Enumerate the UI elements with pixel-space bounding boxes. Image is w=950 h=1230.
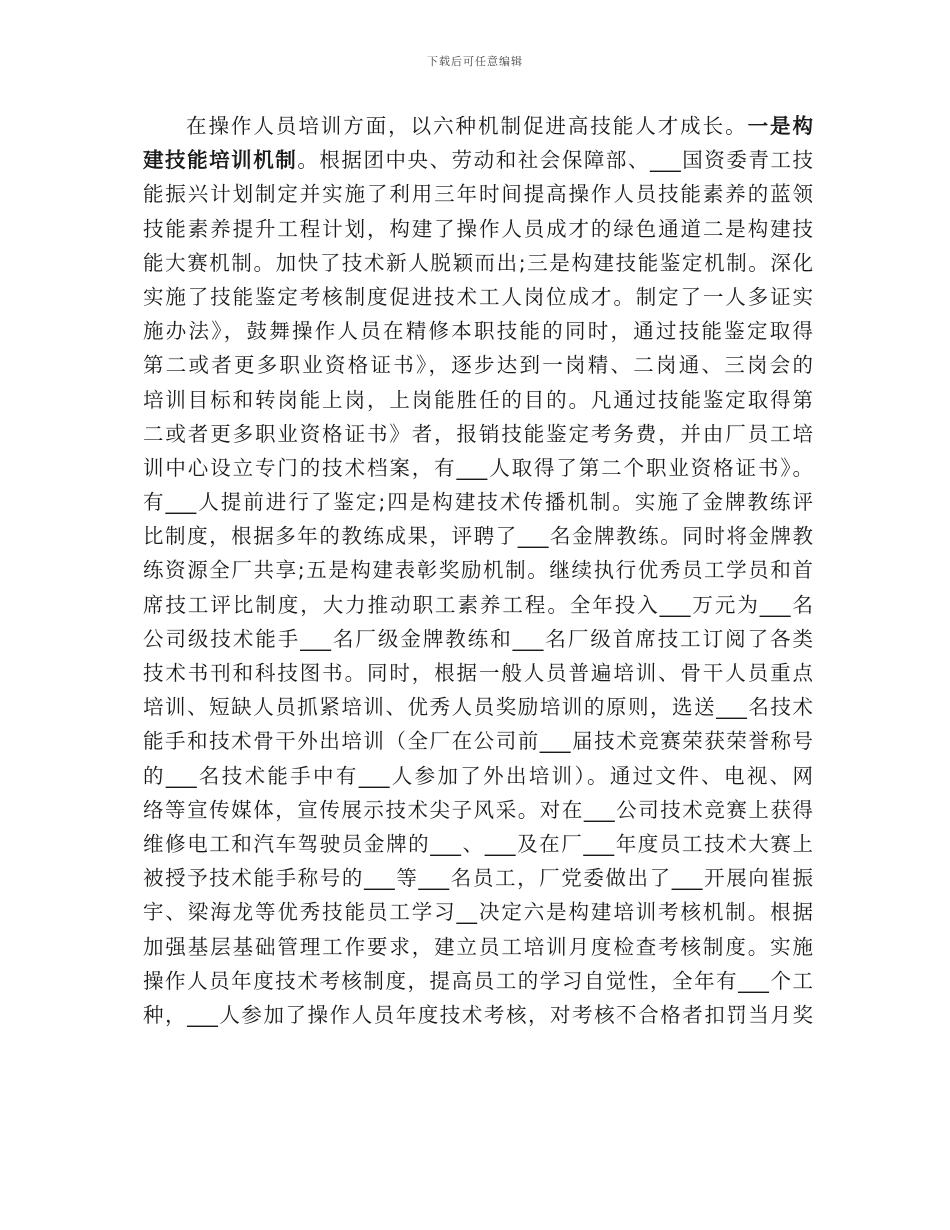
paragraph-line bbox=[143, 143, 813, 177]
paragraph-line: 络等宣传媒体，宣传展示技术尖子风采。对在___公司技术竞赛上获得 bbox=[143, 797, 813, 822]
paragraph-line: 实施了技能鉴定考核制度促进技术工人岗位成才。制定了一人多证实 bbox=[143, 284, 813, 309]
line-text: 在操作人员培训方面，以六种机制促进高技能人才成长。 bbox=[186, 114, 748, 138]
paragraph-line: 操作人员年度技术考核制度，提高员工的学习自觉性，全年有___个工 bbox=[143, 968, 813, 993]
page-header: 下载后可任意编辑 bbox=[427, 55, 523, 68]
paragraph-line: 训中心设立专门的技术档案，有___人取得了第二个职业资格证书》。 bbox=[143, 455, 813, 480]
line-text: 。根据团中央、劳动和社会保障部、___国资委青工技 bbox=[297, 148, 813, 173]
paragraph-line: 种，___人参加了操作人员年度技术考核，对考核不合格者扣罚当月奖 bbox=[143, 1002, 813, 1027]
paragraph-line: 能大赛机制。加快了技术新人脱颖而出;三是构建技能鉴定机制。深化 bbox=[143, 250, 813, 275]
paragraph-line: 有___人提前进行了鉴定;四是构建技术传播机制。实施了金牌教练评 bbox=[143, 490, 813, 515]
paragraph-line: 练资源全厂共享;五是构建表彰奖励机制。继续执行优秀员工学员和首 bbox=[143, 558, 813, 583]
paragraph-line: 比制度，根据多年的教练成果，评聘了___名金牌教练。同时将金牌教 bbox=[143, 524, 813, 549]
paragraph-line: 培训目标和转岗能上岗，上岗能胜任的目的。凡通过技能鉴定取得第 bbox=[143, 387, 813, 412]
paragraph-line: 能振兴计划制定并实施了利用三年时间提高操作人员技能素养的蓝领 bbox=[143, 182, 813, 207]
document-body bbox=[143, 109, 813, 1032]
paragraph-line: 维修电工和汽车驾驶员金牌的___、___及在厂___年度员工技术大赛上 bbox=[143, 831, 813, 856]
paragraph-line: 公司级技术能手___名厂级金牌教练和___名厂级首席技工订阅了各类 bbox=[143, 626, 813, 651]
paragraph-line: 二或者更多职业资格证书》者，报销技能鉴定考务费，并由厂员工培 bbox=[143, 421, 813, 446]
paragraph-line: 技术书刊和科技图书。同时，根据一般人员普遍培训、骨干人员重点 bbox=[143, 661, 813, 685]
paragraph-line: 培训、短缺人员抓紧培训、优秀人员奖励培训的原则，选送___名技术 bbox=[143, 695, 813, 720]
paragraph-line: 能手和技术骨干外出培训（全厂在公司前___届技术竞赛荣获荣誉称号 bbox=[143, 729, 813, 754]
paragraph-line: 加强基层基础管理工作要求，建立员工培训月度检查考核制度。实施 bbox=[143, 934, 813, 959]
paragraph-line: 施办法》，鼓舞操作人员在精修本职技能的同时，通过技能鉴定取得 bbox=[143, 319, 813, 344]
paragraph-line: 的___名技术能手中有___人参加了外出培训）。通过文件、电视、网 bbox=[143, 763, 813, 788]
paragraph-line: 技能素养提升工程计划，构建了操作人员成才的绿色通道二是构建技 bbox=[143, 216, 813, 241]
paragraph-line: 被授予技术能手称号的___等___名员工，厂党委做出了___开展向崔振 bbox=[143, 866, 813, 891]
paragraph-line: 席技工评比制度，大力推动职工素养工程。全年投入___万元为___名 bbox=[143, 592, 813, 617]
bold-heading: 建技能培训机制 bbox=[143, 148, 298, 173]
paragraph-line bbox=[143, 109, 813, 143]
paragraph-line: 宇、梁海龙等优秀技能员工学习__决定六是构建培训考核机制。根据 bbox=[143, 900, 813, 925]
paragraph-line: 第二或者更多职业资格证书》，逐步达到一岗精、二岗通、三岗会的 bbox=[143, 353, 813, 378]
bold-heading: 一是构 bbox=[747, 114, 813, 138]
